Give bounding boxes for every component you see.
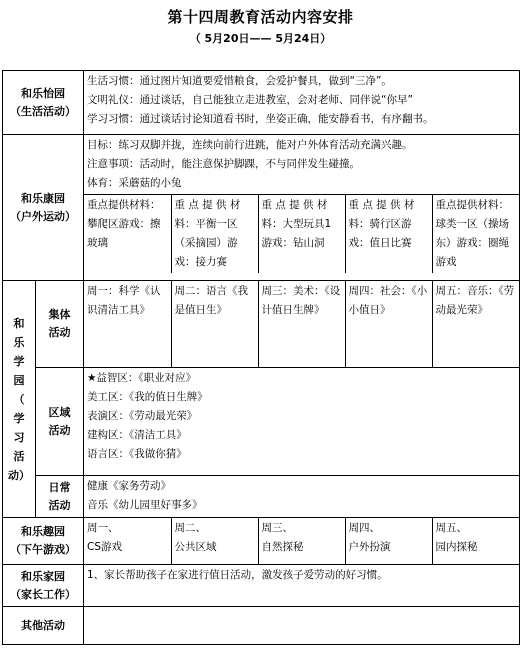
area-item: 建构区：《清洁工具》: [87, 429, 187, 441]
area-item: ★益智区：《职业对应》: [87, 372, 197, 384]
row-other: [3, 607, 520, 645]
label-group: 集体 活动: [36, 281, 84, 368]
material-4: 重 点 提 供 材料：骑行区游戏：值日比赛: [345, 195, 432, 274]
group-day-5: 周五：音乐：《劳动最光荣》: [435, 285, 515, 316]
area-content: [84, 368, 520, 476]
row-life: [3, 71, 520, 135]
row-home: [3, 565, 520, 607]
page-title: 第十四周教育活动内容安排: [167, 8, 354, 26]
home-text: 1、家长帮助孩子在家进行值日活动，激发孩子爱劳动的好习惯。: [87, 569, 388, 581]
area-item: 语言区：《我做你猜》: [87, 448, 187, 460]
life-manners: 文明礼仪：通过谈话，自己能独立走进教室，会对老师、同伴说“你早”: [87, 94, 413, 106]
daily-item: 健康《家务劳动》: [87, 480, 171, 492]
home-content: [84, 565, 520, 607]
area-item: 美工区：《我的值日生牌》: [87, 391, 208, 403]
label-home: 和乐家园 （家长工作）: [3, 565, 84, 607]
play-day-5: 周五、 园内探秘: [435, 522, 478, 553]
health-pe: 体育：采蘑菇的小兔: [87, 177, 182, 189]
label-other: 其他活动: [3, 607, 84, 645]
health-goal: 目标：练习双脚并拢，连续向前行进跳，能对户外体育活动充满兴趣。: [87, 139, 413, 151]
group-day-1: 周一：科学《认识清洁工具》: [84, 281, 171, 367]
health-notes: 注意事项：活动时，能注意保护脚踝，不与同伴发生碰撞。: [87, 158, 360, 170]
daily-content: [84, 476, 520, 518]
play-day-3: 周三、 自然探秘: [258, 518, 345, 564]
label-daily: 日常 活动: [36, 476, 84, 518]
material-1: 重点提供材料：攀爬区游戏：擦玻璃: [84, 195, 171, 274]
play-content: [84, 518, 520, 565]
play-day-2: 周二、 公共区域: [171, 518, 258, 564]
health-content: [84, 135, 520, 281]
row-health: [3, 135, 520, 281]
play-day-4: 周四、 户外扮演: [345, 518, 432, 564]
label-area: 区域 活动: [36, 368, 84, 476]
area-item: 表演区：《劳动最光荣》: [87, 410, 198, 422]
other-content: [84, 607, 520, 645]
group-day-3: 周三：美术：《设计值日生牌》: [258, 281, 345, 367]
play-day-1: 周一、 CS游戏: [84, 518, 171, 564]
group-content: [84, 281, 520, 368]
group-day-2: 周二：语言《我是值日生》: [171, 281, 258, 367]
label-health: 和乐康园 （户外运动）: [3, 135, 84, 281]
schedule-table: [2, 70, 520, 645]
label-life: 和乐怡园 （生活活动）: [3, 71, 84, 135]
material-2: 重 点 提 供 材料：平衡一区（采摘园）游戏：接力赛: [171, 195, 258, 274]
material-3: 重 点 提 供 材料：大型玩具1游戏：钻山洞: [258, 195, 345, 274]
row-play: [3, 518, 520, 565]
life-study-habit: 学习习惯：通过谈话讨论知道看书时，坐姿正确，能安静看书，有序翻书。: [87, 113, 434, 125]
label-play: 和乐趣园 （下午游戏）: [3, 518, 84, 565]
row-study-group: [3, 281, 520, 368]
label-study: 和 乐 学 园 （ 学 习 活 动）: [3, 281, 36, 518]
date-range: （ 5月20日—— 5月24日）: [189, 32, 332, 45]
daily-item: 音乐《幼儿园里好事多》: [87, 499, 203, 511]
life-habit: 生活习惯：通过图片知道要爱惜粮食，会爱护餐具，做到“三净”。: [87, 75, 392, 87]
row-study-daily: [3, 476, 520, 518]
life-content: [84, 71, 520, 135]
row-study-area: [3, 368, 520, 476]
group-day-4: 周四：社会：《小小值日》: [345, 281, 432, 367]
material-5: 重点提供材料：球类一区（操场东）游戏：圈绳游戏: [435, 199, 509, 268]
